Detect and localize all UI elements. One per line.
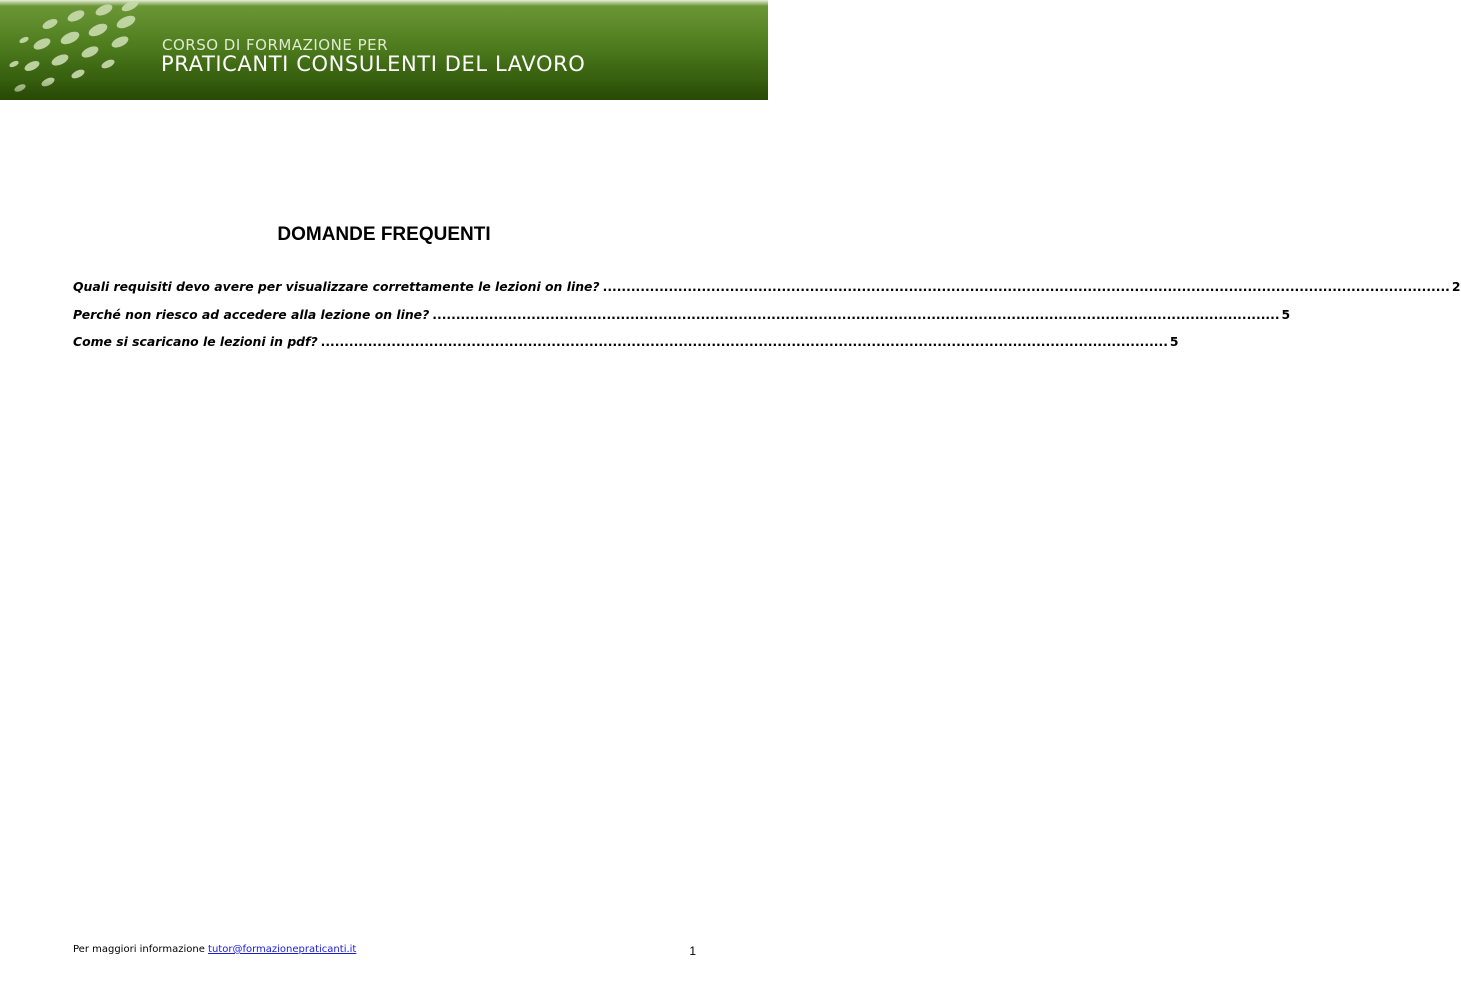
toc-item-page: 5	[1281, 306, 1291, 322]
toc-item-requisiti[interactable]	[73, 279, 1461, 307]
toc-item-page: 5	[1169, 334, 1179, 349]
header-banner	[0, 0, 768, 100]
dots-logo-icon	[0, 0, 160, 100]
banner-subtitle: CORSO DI FORMAZIONE PER	[162, 36, 389, 54]
toc-leader-dots: ....................................................................................................................................................................................	[432, 306, 1280, 322]
page-title: DOMANDE FREQUENTI	[277, 224, 491, 245]
toc-leader-dots: ....................................................................................................................................................................................	[602, 279, 1450, 294]
toc-item-text: Perché non riesco ad accedere alla lezione on line?	[73, 306, 430, 322]
page-number: 1	[689, 944, 696, 958]
page-footer	[73, 944, 696, 958]
footer-info	[73, 944, 356, 958]
banner-title: PRATICANTI CONSULENTI DEL LAVORO	[161, 52, 586, 76]
toc-item-pdf[interactable]	[73, 334, 1179, 362]
toc-item-text: Quali requisiti devo avere per visualizzare correttamente le lezioni on line?	[73, 279, 600, 294]
footer-email-link[interactable]: tutor@formazionepraticanti.it	[208, 944, 357, 955]
toc-item-accesso[interactable]	[73, 306, 1291, 335]
toc-item-text: Come si scaricano le lezioni in pdf?	[73, 334, 318, 349]
footer-label: Per maggiori informazione	[73, 944, 205, 955]
table-of-contents	[73, 279, 1461, 362]
toc-leader-dots: ....................................................................................................................................................................................	[320, 334, 1168, 349]
toc-item-page: 2	[1451, 279, 1461, 294]
